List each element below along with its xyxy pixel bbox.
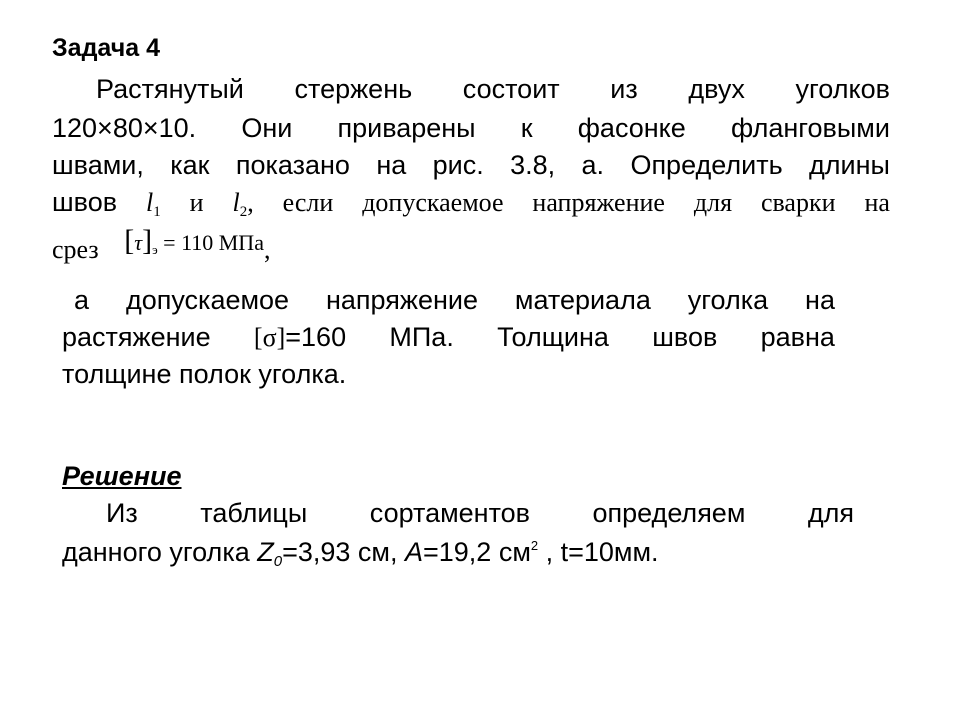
word: для	[807, 498, 854, 528]
word: Растянутый	[96, 74, 244, 104]
superscript: 2	[530, 538, 539, 553]
word: и	[189, 188, 204, 217]
word: а	[74, 285, 90, 315]
word: материала	[514, 285, 651, 315]
word: таблицы	[200, 498, 308, 528]
word: швов	[652, 322, 718, 352]
subscript: 2	[239, 204, 248, 220]
word: напряжение	[532, 188, 665, 217]
word: фасонке	[577, 113, 686, 143]
word: равна	[760, 322, 835, 352]
weld-length-l2: $l_2$,	[232, 188, 254, 220]
area-symbol: A	[404, 537, 423, 567]
task-statement	[52, 72, 890, 272]
word: Из	[106, 498, 138, 528]
word: допускаемое	[362, 188, 504, 217]
symbol-l: l	[232, 188, 240, 217]
word: рис.	[432, 150, 484, 180]
word: на	[864, 188, 890, 217]
word: стержень	[294, 74, 413, 104]
word: к	[520, 113, 533, 143]
word: 120×80×10.	[52, 113, 197, 143]
word: сварки	[760, 188, 836, 217]
task-title: Задача 4	[52, 34, 160, 62]
word: сортаментов	[369, 498, 531, 528]
symbol-l: l	[145, 188, 154, 217]
word: уголка	[687, 285, 769, 315]
subscript: э	[152, 242, 158, 257]
task-line-3	[52, 148, 890, 182]
solution-line-1	[106, 496, 854, 530]
solution-line-2: данного уголка $Z_0=3,93$ см, A=19,2 $см^2$ , t=10мм.	[62, 537, 659, 570]
word: Они	[241, 113, 293, 143]
word: срез	[52, 235, 99, 264]
word: определяем	[592, 498, 746, 528]
task-line-5: срез $^{[\tau]э = 110 МПа}$,	[52, 224, 271, 264]
word: Толщина	[497, 322, 609, 352]
word: а.	[581, 150, 605, 180]
subscript: 1	[153, 204, 161, 220]
word: показано	[235, 150, 350, 180]
word: =160	[285, 322, 347, 352]
weld-length-l1	[146, 186, 161, 220]
task-continuation	[62, 283, 835, 393]
word: швов	[52, 187, 118, 217]
task-line-1	[96, 72, 890, 106]
word: на	[376, 150, 407, 180]
word: из	[610, 74, 638, 104]
sigma-symbol: [σ]	[253, 323, 286, 352]
word: фланговыми	[730, 113, 890, 143]
word: состоит	[462, 74, 560, 104]
word: растяжение	[62, 322, 211, 352]
word: швами,	[52, 150, 144, 180]
word: двух	[688, 74, 745, 104]
word: МПа.	[389, 322, 454, 352]
tau-symbol: τ	[134, 230, 143, 255]
cont-line-1	[74, 283, 835, 317]
word: если	[282, 188, 334, 217]
solution-heading: Решение	[62, 461, 182, 491]
word: длины	[809, 150, 890, 180]
formula-value: = 110 МПа	[163, 230, 264, 255]
shear-stress-formula: [τ]э = 110 МПа	[124, 224, 264, 257]
cont-line-3: толщине полок уголка.	[62, 359, 347, 389]
word: Определить	[630, 150, 783, 180]
task-line-4	[52, 185, 890, 220]
task-line-2	[52, 111, 890, 145]
word: для	[693, 188, 733, 217]
cont-line-2	[62, 320, 835, 355]
word: уголков	[795, 74, 890, 104]
z0-symbol: Z	[257, 537, 274, 567]
word: приварены	[337, 113, 476, 143]
word: 3.8,	[510, 150, 556, 180]
word: на	[805, 285, 835, 315]
word: допускаемое	[125, 285, 290, 315]
word: напряжение	[326, 285, 478, 315]
subscript: 0	[273, 553, 283, 570]
solution-text	[62, 496, 854, 576]
word: как	[170, 150, 210, 180]
